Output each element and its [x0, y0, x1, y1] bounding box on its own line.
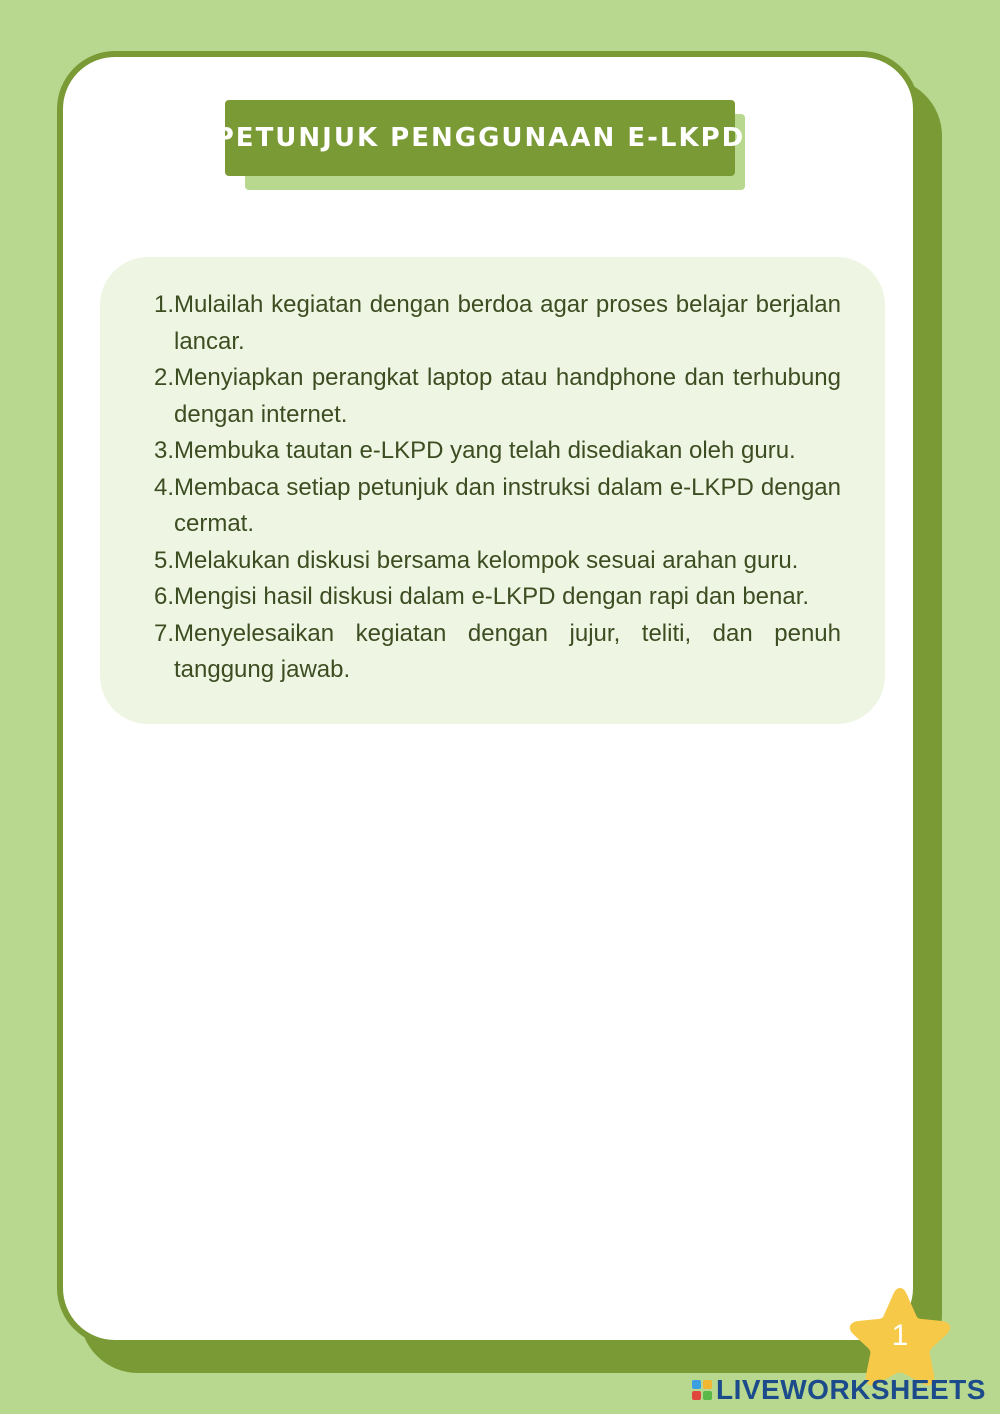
instruction-number: 4. — [153, 473, 174, 501]
instructions-panel — [100, 257, 885, 724]
instruction-item — [144, 360, 841, 433]
instruction-item — [144, 579, 841, 616]
instruction-number: 6. — [153, 583, 174, 610]
instruction-text: Menyiapkan perangkat laptop atau handphone dan terhubung dengan internet. — [174, 364, 841, 428]
instruction-text: Mulailah kegiatan dengan berdoa agar proses belajar berjalan lancar. — [174, 291, 841, 355]
instruction-item — [144, 543, 841, 580]
instruction-number: 5. — [153, 546, 174, 574]
instructions-list — [144, 287, 841, 689]
watermark-text: LIVEWORKSHEETS — [716, 1374, 986, 1405]
instruction-text: Mengisi hasil diskusi dalam e-LKPD dengan rapi dan benar. — [174, 583, 810, 610]
watermark — [692, 1375, 986, 1405]
instruction-number: 7. — [153, 619, 174, 647]
instruction-number: 2. — [153, 364, 174, 391]
instruction-text: Menyelesaikan kegiatan dengan jujur, teliti, dan penuh tanggung jawab. — [174, 619, 841, 683]
instruction-text: Membaca setiap petunjuk dan instruksi dalam e-LKPD dengan cermat. — [174, 473, 841, 537]
title-banner — [214, 100, 746, 176]
page-title: PETUNJUK PENGGUNAAN E-LKPD — [214, 123, 746, 153]
instruction-item — [144, 287, 841, 360]
liveworksheets-logo-icon — [692, 1380, 712, 1400]
instruction-item — [144, 433, 841, 470]
instruction-number: 1. — [153, 291, 174, 318]
page-number: 1 — [891, 1319, 909, 1352]
instruction-text: Melakukan diskusi bersama kelompok sesuai arahan guru. — [174, 546, 799, 574]
instruction-item — [144, 470, 841, 543]
instruction-text: Membuka tautan e-LKPD yang telah disediakan oleh guru. — [174, 437, 796, 464]
instruction-number: 3. — [153, 437, 174, 464]
instruction-item — [144, 616, 841, 689]
